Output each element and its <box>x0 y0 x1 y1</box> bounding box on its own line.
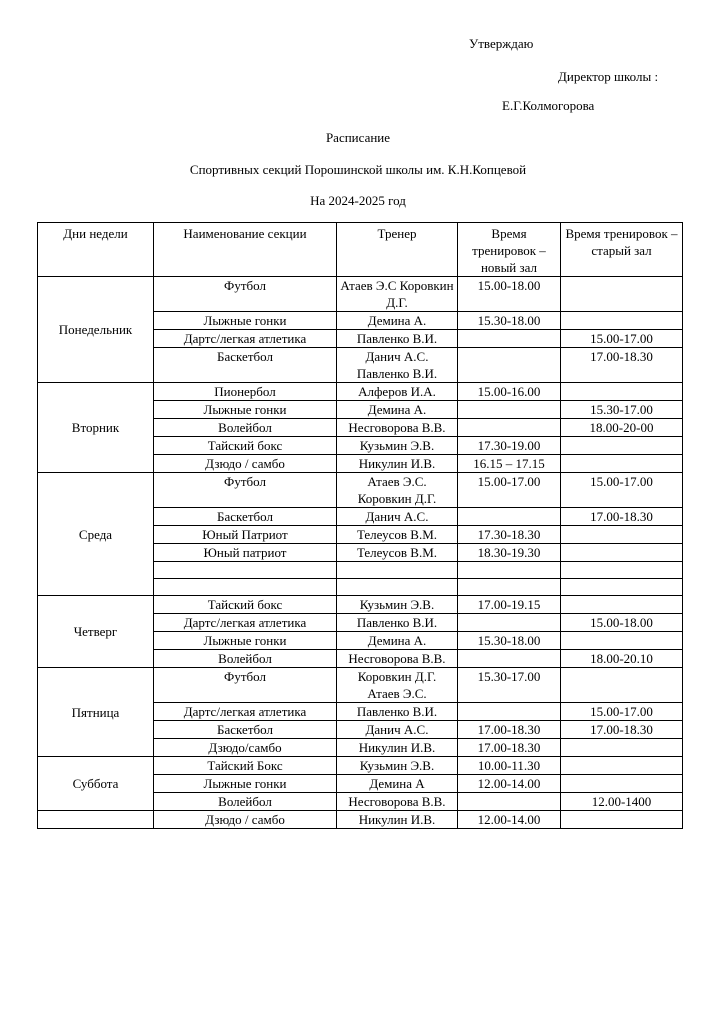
section-cell: Волейбол <box>154 793 337 811</box>
trainer-cell: Несговорова В.В. <box>337 419 458 437</box>
trainer-cell: Несговорова В.В. <box>337 650 458 668</box>
section-cell: Лыжные гонки <box>154 775 337 793</box>
column-header-section: Наименование секции <box>154 223 337 277</box>
table-row <box>38 596 683 614</box>
old-hall-time-cell <box>561 455 683 473</box>
old-hall-time-cell <box>561 739 683 757</box>
new-hall-time-cell <box>458 401 561 419</box>
old-hall-time-cell: 17.00-18.30 <box>561 508 683 526</box>
new-hall-time-cell <box>458 348 561 383</box>
new-hall-time-cell: 17.00-19.15 <box>458 596 561 614</box>
old-hall-time-cell <box>561 579 683 596</box>
section-cell: Лыжные гонки <box>154 401 337 419</box>
old-hall-time-cell: 17.00-18.30 <box>561 721 683 739</box>
trainer-cell: Павленко В.И. <box>337 703 458 721</box>
section-cell <box>154 579 337 596</box>
new-hall-time-cell <box>458 614 561 632</box>
new-hall-time-cell: 15.30-18.00 <box>458 632 561 650</box>
old-hall-time-cell <box>561 383 683 401</box>
column-header-old-hall: Время тренировок – старый зал <box>561 223 683 277</box>
section-cell: Пионербол <box>154 383 337 401</box>
old-hall-time-cell: 18.00-20-00 <box>561 419 683 437</box>
trainer-cell: Телеусов В.М. <box>337 544 458 562</box>
column-header-day: Дни недели <box>38 223 154 277</box>
column-header-trainer: Тренер <box>337 223 458 277</box>
trainer-cell: Никулин И.В. <box>337 739 458 757</box>
trainer-cell: Демина А. <box>337 312 458 330</box>
table-row <box>38 811 683 829</box>
trainer-cell: Несговорова В.В. <box>337 793 458 811</box>
old-hall-time-cell: 15.00-17.00 <box>561 703 683 721</box>
old-hall-time-cell: 15.30-17.00 <box>561 401 683 419</box>
trainer-cell: Алферов И.А. <box>337 383 458 401</box>
trainer-cell: Данич А.С. <box>337 721 458 739</box>
approval-heading: Утверждаю <box>469 36 534 51</box>
new-hall-time-cell: 12.00-14.00 <box>458 811 561 829</box>
new-hall-time-cell <box>458 793 561 811</box>
section-cell: Дзюдо / самбо <box>154 455 337 473</box>
section-cell: Футбол <box>154 277 337 312</box>
day-cell: Среда <box>38 473 154 596</box>
trainer-cell: Кузьмин Э.В. <box>337 596 458 614</box>
section-cell: Дартс/легкая атлетика <box>154 703 337 721</box>
trainer-cell: Никулин И.В. <box>337 811 458 829</box>
trainer-cell: Павленко В.И. <box>337 614 458 632</box>
day-cell: Суббота <box>38 757 154 811</box>
table-row <box>38 473 683 508</box>
trainer-cell: Атаев Э.С. Коровкин Д.Г. <box>337 473 458 508</box>
new-hall-time-cell: 17.00-18.30 <box>458 721 561 739</box>
old-hall-time-cell: 17.00-18.30 <box>561 348 683 383</box>
old-hall-time-cell <box>561 775 683 793</box>
new-hall-time-cell: 15.30-17.00 <box>458 668 561 703</box>
section-cell: Лыжные гонки <box>154 632 337 650</box>
section-cell: Дартс/легкая атлетика <box>154 614 337 632</box>
new-hall-time-cell: 15.00-18.00 <box>458 277 561 312</box>
section-cell: Волейбол <box>154 419 337 437</box>
old-hall-time-cell: 15.00-18.00 <box>561 614 683 632</box>
day-cell: Четверг <box>38 596 154 668</box>
old-hall-time-cell <box>561 811 683 829</box>
new-hall-time-cell: 17.30-18.30 <box>458 526 561 544</box>
section-cell: Тайский бокс <box>154 437 337 455</box>
trainer-cell <box>337 579 458 596</box>
old-hall-time-cell: 12.00-1400 <box>561 793 683 811</box>
new-hall-time-cell: 15.00-17.00 <box>458 473 561 508</box>
new-hall-time-cell <box>458 650 561 668</box>
old-hall-time-cell <box>561 596 683 614</box>
day-cell: Пятница <box>38 668 154 757</box>
old-hall-time-cell <box>561 277 683 312</box>
trainer-cell: Никулин И.В. <box>337 455 458 473</box>
day-cell <box>38 811 154 829</box>
old-hall-time-cell: 18.00-20.10 <box>561 650 683 668</box>
trainer-cell: Телеусов В.М. <box>337 526 458 544</box>
table-row <box>38 383 683 401</box>
old-hall-time-cell <box>561 757 683 775</box>
trainer-cell <box>337 562 458 579</box>
new-hall-time-cell: 17.30-19.00 <box>458 437 561 455</box>
trainer-cell: Демина А. <box>337 632 458 650</box>
day-cell: Понедельник <box>38 277 154 383</box>
old-hall-time-cell <box>561 312 683 330</box>
section-cell: Тайский бокс <box>154 596 337 614</box>
section-cell: Дзюдо/самбо <box>154 739 337 757</box>
section-cell: Футбол <box>154 668 337 703</box>
table-row <box>38 757 683 775</box>
section-cell: Юный Патриот <box>154 526 337 544</box>
trainer-cell: Данич А.С. Павленко В.И. <box>337 348 458 383</box>
table-row <box>38 277 683 312</box>
trainer-cell: Кузьмин Э.В. <box>337 437 458 455</box>
section-cell: Баскетбол <box>154 508 337 526</box>
section-cell: Баскетбол <box>154 721 337 739</box>
old-hall-time-cell <box>561 668 683 703</box>
old-hall-time-cell <box>561 562 683 579</box>
section-cell <box>154 562 337 579</box>
schedule-table <box>37 222 683 829</box>
new-hall-time-cell <box>458 562 561 579</box>
trainer-cell: Демина А. <box>337 401 458 419</box>
section-cell: Юный патриот <box>154 544 337 562</box>
old-hall-time-cell <box>561 632 683 650</box>
table-row <box>38 668 683 703</box>
trainer-cell: Кузьмин Э.В. <box>337 757 458 775</box>
section-cell: Лыжные гонки <box>154 312 337 330</box>
old-hall-time-cell <box>561 437 683 455</box>
column-header-new-hall: Время тренировок – новый зал <box>458 223 561 277</box>
new-hall-time-cell: 17.00-18.30 <box>458 739 561 757</box>
table-header-row <box>38 223 683 277</box>
old-hall-time-cell: 15.00-17.00 <box>561 330 683 348</box>
document-title: Расписание <box>325 130 391 145</box>
old-hall-time-cell <box>561 544 683 562</box>
section-cell: Баскетбол <box>154 348 337 383</box>
old-hall-time-cell <box>561 526 683 544</box>
new-hall-time-cell <box>458 579 561 596</box>
new-hall-time-cell: 15.00-16.00 <box>458 383 561 401</box>
trainer-cell: Атаев Э.С Коровкин Д.Г. <box>337 277 458 312</box>
new-hall-time-cell <box>458 508 561 526</box>
director-name: Е.Г.Колмогорова <box>502 98 595 113</box>
day-cell: Вторник <box>38 383 154 473</box>
new-hall-time-cell: 15.30-18.00 <box>458 312 561 330</box>
new-hall-time-cell: 12.00-14.00 <box>458 775 561 793</box>
new-hall-time-cell: 16.15 – 17.15 <box>458 455 561 473</box>
section-cell: Футбол <box>154 473 337 508</box>
section-cell: Волейбол <box>154 650 337 668</box>
director-title: Директор школы : <box>558 69 659 84</box>
trainer-cell: Павленко В.И. <box>337 330 458 348</box>
new-hall-time-cell <box>458 330 561 348</box>
section-cell: Дартс/легкая атлетика <box>154 330 337 348</box>
new-hall-time-cell <box>458 703 561 721</box>
section-cell: Дзюдо / самбо <box>154 811 337 829</box>
document-subtitle: Спортивных секций Порошинской школы им. К.Н.Копцевой <box>189 162 527 177</box>
section-cell: Тайский Бокс <box>154 757 337 775</box>
old-hall-time-cell: 15.00-17.00 <box>561 473 683 508</box>
new-hall-time-cell <box>458 419 561 437</box>
trainer-cell: Демина А <box>337 775 458 793</box>
document-year: На 2024-2025 год <box>310 193 406 208</box>
new-hall-time-cell: 10.00-11.30 <box>458 757 561 775</box>
new-hall-time-cell: 18.30-19.30 <box>458 544 561 562</box>
trainer-cell: Данич А.С. <box>337 508 458 526</box>
trainer-cell: Коровкин Д.Г. Атаев Э.С. <box>337 668 458 703</box>
